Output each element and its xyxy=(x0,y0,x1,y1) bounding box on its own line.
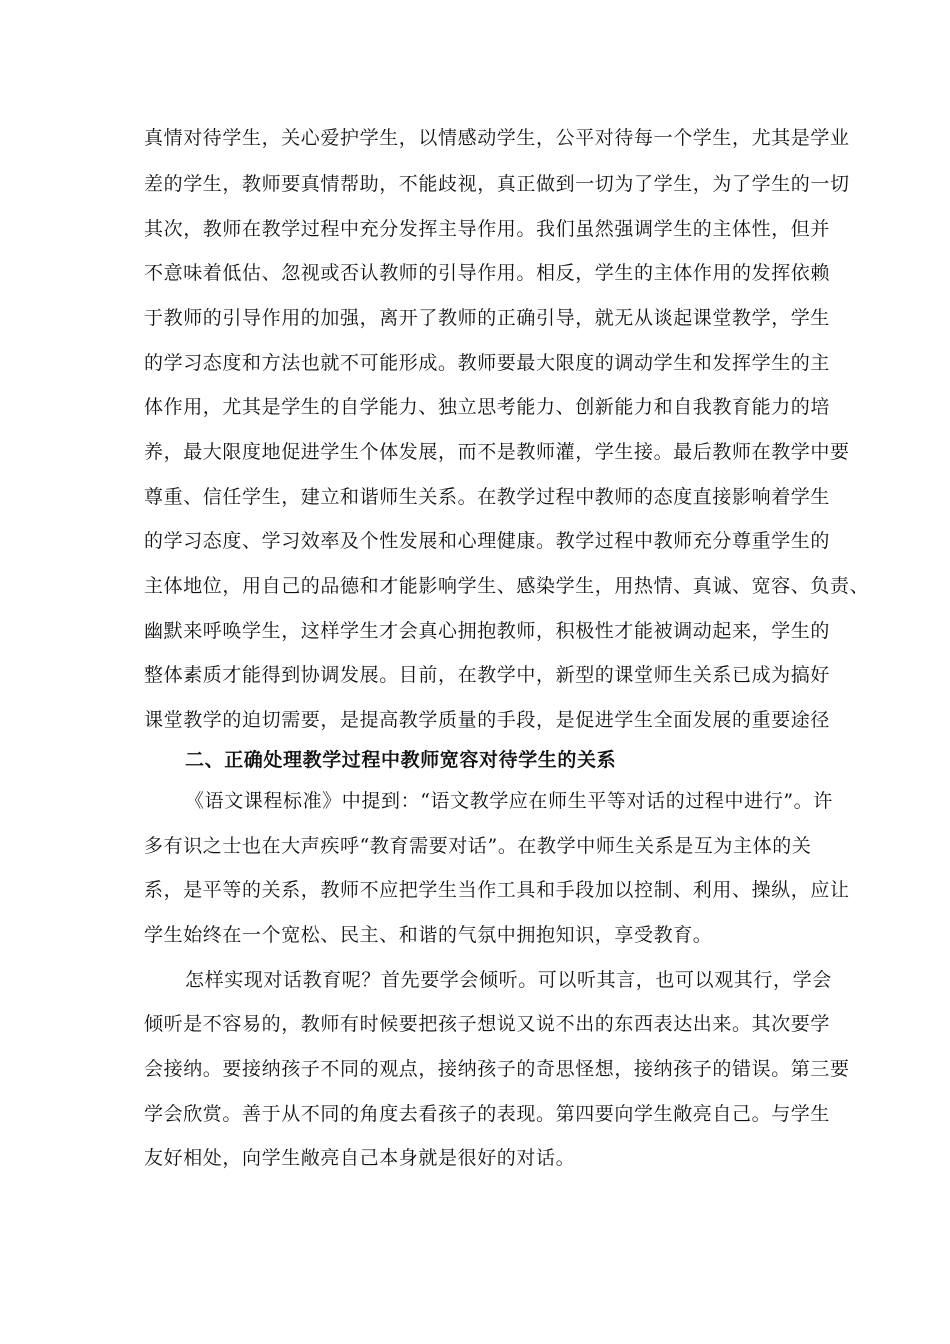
text-line: 尊重、信任学生，建立和谐师生关系。在教学过程中教师的态度直接影响着学生 xyxy=(144,486,831,508)
text-line: 其次，教师在教学过程中充分发挥主导作用。我们虽然强调学生的主体性，但并 xyxy=(144,218,831,240)
text-line: 课堂教学的迫切需要，是提高教学质量的手段，是促进学生全面发展的重要途径 xyxy=(144,709,831,731)
text-line: 不意味着低估、忽视或否认教师的引导作用。相反，学生的主体作用的发挥依赖 xyxy=(144,262,831,284)
text-line: 友好相处，向学生敞亮自己本身就是很好的对话。 xyxy=(144,1147,576,1169)
text-line: 学生始终在一个宽松、民主、和谐的气氛中拥抱知识，享受教育。 xyxy=(144,924,713,946)
text-line: 系，是平等的关系，教师不应把学生当作工具和手段加以控制、利用、操纵，应让 xyxy=(144,879,850,901)
paragraph-first-line: 怎样实现对话教育呢？首先要学会倾听。可以听其言，也可以观其行，学会 xyxy=(185,969,832,991)
paragraph-first-line: 《语文课程标准》中提到：“语文教学应在师生平等对话的过程中进行”。许 xyxy=(185,790,833,812)
text-line: 的学习态度、学习效率及个性发展和心理健康。教学过程中教师充分尊重学生的 xyxy=(144,530,831,552)
text-line: 养，最大限度地促进学生个体发展，而不是教师灌，学生接。最后教师在教学中要 xyxy=(144,441,850,463)
text-line: 多有识之士也在大声疾呼“教育需要对话”。在教学中师生关系是互为主体的关 xyxy=(144,835,812,857)
text-line: 学会欣赏。善于从不同的角度去看孩子的表现。第四要向学生敞亮自己。与学生 xyxy=(144,1103,831,1125)
text-line: 差的学生，教师要真情帮助，不能歧视，真正做到一切为了学生，为了学生的一切 xyxy=(144,173,850,195)
text-line: 幽默来呼唤学生，这样学生才会真心拥抱教师，积极性才能被调动起来，学生的 xyxy=(144,620,831,642)
text-line: 体作用，尤其是学生的自学能力、独立思考能力、创新能力和自我教育能力的培 xyxy=(144,396,831,418)
section-heading: 二、正确处理教学过程中教师宽容对待学生的关系 xyxy=(185,749,617,771)
text-line: 整体素质才能得到协调发展。目前，在教学中，新型的课堂师生关系已成为搞好 xyxy=(144,664,831,686)
text-line: 倾听是不容易的，教师有时候要把孩子想说又说不出的东西表达出来。其次要学 xyxy=(144,1013,831,1035)
text-line: 于教师的引导作用的加强，离开了教师的正确引导，就无从谈起课堂教学，学生 xyxy=(144,307,831,329)
text-line: 主体地位，用自己的品德和才能影响学生、感染学生，用热情、真诚、宽容、负责、 xyxy=(144,575,870,597)
text-line: 真情对待学生，关心爱护学生，以情感动学生，公平对待每一个学生，尤其是学业 xyxy=(144,127,850,149)
text-line: 的学习态度和方法也就不可能形成。教师要最大限度的调动学生和发挥学生的主 xyxy=(144,352,831,374)
text-line: 会接纳。要接纳孩子不同的观点，接纳孩子的奇思怪想，接纳孩子的错误。第三要 xyxy=(144,1058,850,1080)
